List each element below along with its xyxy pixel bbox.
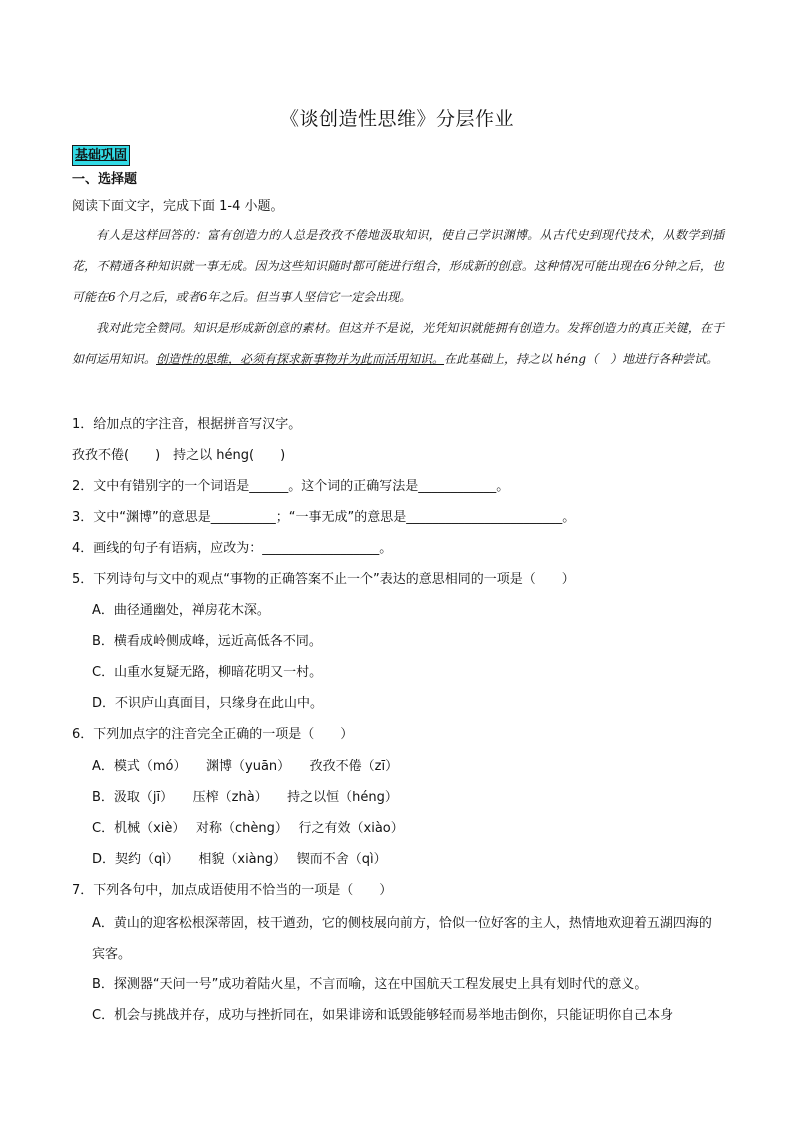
question-7: 7．下列各句中，加点成语使用不恰当的一项是（ ） <box>72 883 393 898</box>
question-7-option-a: A．黄山的迎客松根深蒂固，枝干遒劲，它的侧枝展向前方，恰似一位好客的主人，热情地欢迎着五湖四海的宾客。 <box>92 916 712 962</box>
question-5-option-b: B．横看成岭侧成峰，远近高低各不同。 <box>92 634 322 649</box>
question-5-option-d: D．不识庐山真面目，只缘身在此山中。 <box>92 696 324 711</box>
question-1-sub: 孜孜不倦( ) 持之以 héng( ) <box>72 448 286 463</box>
question-2: 2．文中有错别字的一个词语是______。这个词的正确写法是____________。 <box>72 479 510 494</box>
question-1: 1．给加点的字注音，根据拼音写汉字。 <box>72 417 302 432</box>
underlined-sentence: 创造性的思维，必须有探求新事物并为此而活用知识。 <box>156 352 445 366</box>
section-tag: 基础巩固 <box>72 145 130 166</box>
passage-paragraph-1: 有人是这样回答的：富有创造力的人总是孜孜不倦地汲取知识，使自己学识渊博。从古代史到现代技术，从数学到插花，不精通各种知识就一事无成。因为这些知识随时都可能进行组合，形成新的创意。这种情况可能出现在6分钟之后，也可能在6个月之后，或者6年之后。但当事人坚信它一定会出现。 <box>72 228 724 304</box>
passage-text: 我对此完全赞同。知识是形成新创意的素材。但这并不是说，光凭知识就能拥有创造力。发挥创造力的真正关键，在于如何运用知识。 <box>72 321 724 366</box>
question-6-option-d: D．契约（qì） 相貌（xiàng） 锲而不舍（qì） <box>92 852 387 867</box>
question-7-option-b: B．探测器“天问一号”成功着陆火星，不言而喻，这在中国航天工程发展史上具有划时代的意义。 <box>92 977 648 992</box>
question-3: 3．文中“渊博”的意思是__________；“一事无成”的意思是________________________。 <box>72 510 576 525</box>
passage-paragraph-2 <box>72 313 724 375</box>
question-6: 6．下列加点字的注音完全正确的一项是（ ） <box>72 727 354 742</box>
reading-passage <box>72 220 724 375</box>
question-5-option-a: A．曲径通幽处，禅房花木深。 <box>92 603 270 618</box>
question-6-option-c: C．机械（xiè） 对称（chèng） 行之有效（xiào） <box>92 821 404 836</box>
question-4: 4．画线的句子有语病，应改为：__________________。 <box>72 541 393 556</box>
question-5: 5．下列诗句与文中的观点“事物的正确答案不止一个”表达的意思相同的一项是（ ） <box>72 572 575 587</box>
passage-text: 在此基础上，持之以 héng（ ）地进行各种尝试。 <box>444 352 719 366</box>
document-title: 《谈创造性思维》分层作业 <box>279 108 514 130</box>
question-6-option-a: A．模式（mó） 渊博（yuān） 孜孜不倦（zī） <box>92 759 399 774</box>
question-6-option-b: B．汲取（jī） 压榨（zhà） 持之以恒（héng） <box>92 790 398 805</box>
instruction-text: 阅读下面文字，完成下面 1-4 小题。 <box>72 199 284 214</box>
question-5-option-c: C．山重水复疑无路，柳暗花明又一村。 <box>92 665 323 680</box>
question-7-option-c: C．机会与挑战并存，成功与挫折同在，如果诽谤和诋毁能够轻而易举地击倒你，只能证明你自己本身 <box>92 1008 674 1023</box>
section-heading: 一、选择题 <box>72 172 138 187</box>
